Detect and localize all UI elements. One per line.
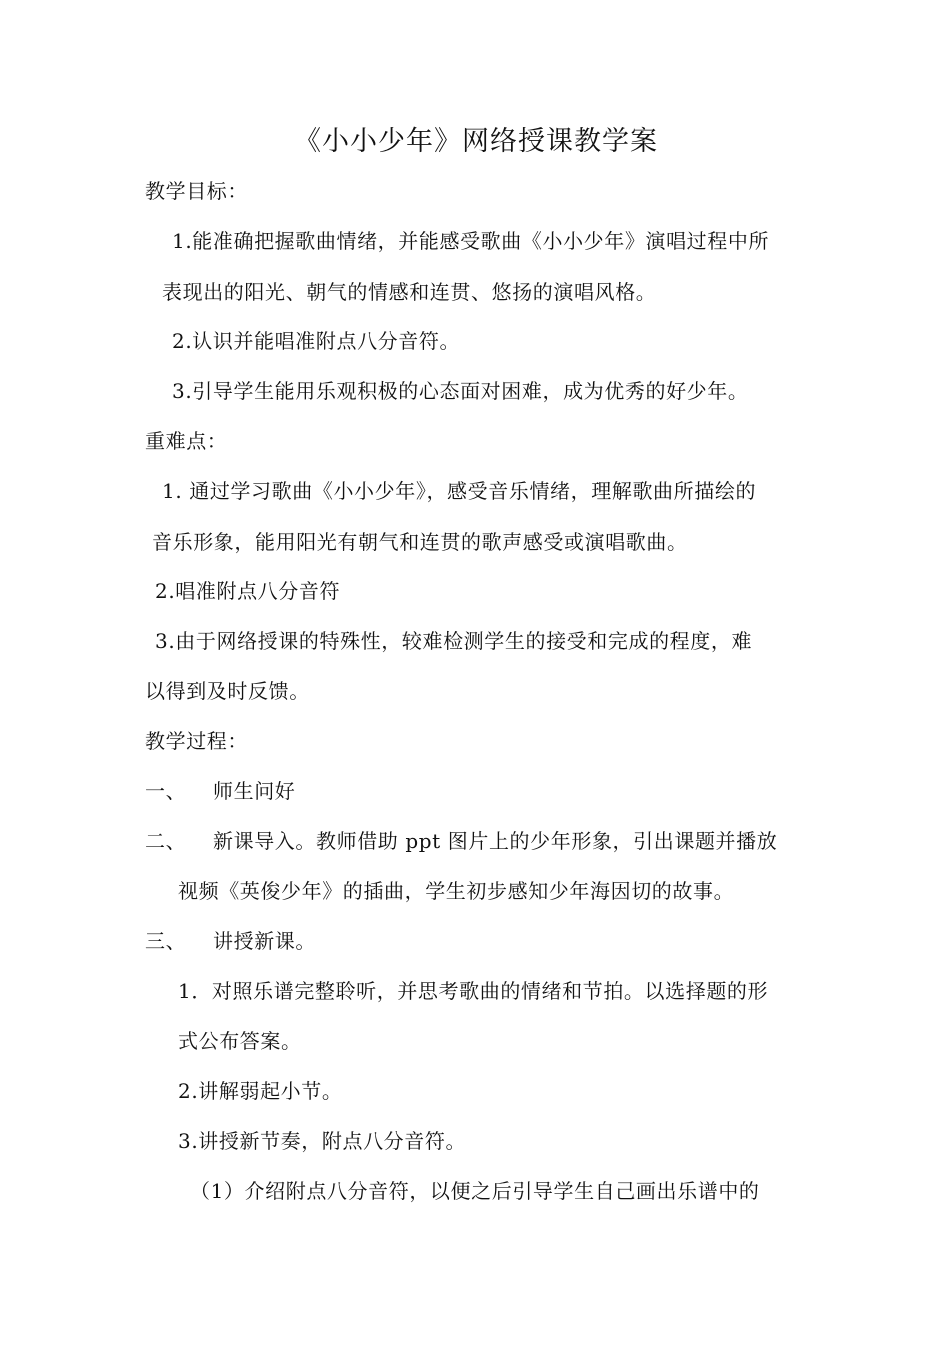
sub-1-line-2: 式公布答案。 <box>178 1029 302 1053</box>
step-1-number: 一、 <box>145 779 187 803</box>
step-2 <box>145 826 777 856</box>
step-3-number: 三、 <box>145 929 187 953</box>
difficulties-heading: 重难点： <box>145 429 228 453</box>
sub-2: 2.讲解弱起小节。 <box>178 1079 343 1103</box>
sub-3: 3.讲授新节奏，附点八分音符。 <box>178 1129 467 1153</box>
sub-1-line-1: 1．对照乐谱完整聆听，并思考歌曲的情绪和节拍。以选择题的形 <box>178 979 769 1003</box>
goals-heading: 教学目标： <box>145 179 248 203</box>
document-title: 《小小少年》网络授课教学案 <box>294 126 658 157</box>
step-2-line-2: 视频《英俊少年》的插曲，学生初步感知少年海因切的故事。 <box>178 879 735 903</box>
difficulty-3-line-1: 3.由于网络授课的特殊性，较难检测学生的接受和完成的程度，难 <box>155 629 753 653</box>
goal-2: 2.认识并能唱准附点八分音符。 <box>172 329 461 353</box>
step-1-text: 师生问好 <box>213 779 296 803</box>
goal-1-line-1: 1.能准确把握歌曲情绪，并能感受歌曲《小小少年》演唱过程中所 <box>172 229 770 253</box>
goal-3: 3.引导学生能用乐观积极的心态面对困难，成为优秀的好少年。 <box>172 379 749 403</box>
process-heading: 教学过程： <box>145 729 248 753</box>
goal-1-line-2: 表现出的阳光、朝气的情感和连贯、悠扬的演唱风格。 <box>162 280 657 304</box>
difficulty-3-line-2: 以得到及时反馈。 <box>145 679 310 703</box>
difficulty-1-line-2: 音乐形象，能用阳光有朝气和连贯的歌声感受或演唱歌曲。 <box>152 530 688 554</box>
difficulty-2: 2.唱准附点八分音符 <box>155 579 341 603</box>
sub-3-1: （1）介绍附点八分音符，以便之后引导学生自己画出乐谱中的 <box>190 1179 760 1203</box>
difficulty-1-line-1: 1. 通过学习歌曲《小小少年》，感受音乐情绪，理解歌曲所描绘的 <box>162 479 757 503</box>
step-2-number: 二、 <box>145 829 187 853</box>
step-1 <box>145 776 295 806</box>
step-3 <box>145 926 316 956</box>
step-2-line-1: 新课导入。教师借助 ppt 图片上的少年形象，引出课题并播放 <box>213 829 778 853</box>
step-3-text: 讲授新课。 <box>213 929 316 953</box>
